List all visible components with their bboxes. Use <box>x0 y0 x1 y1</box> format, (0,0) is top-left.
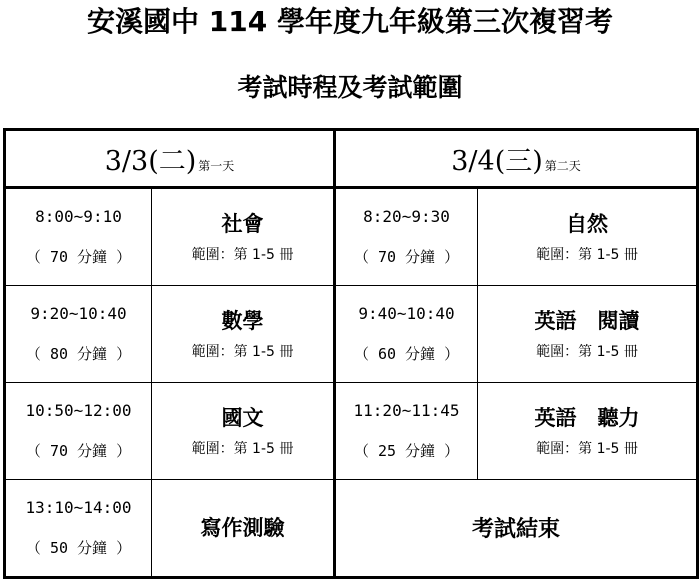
schedule-row <box>5 286 698 383</box>
time-cell <box>5 286 152 383</box>
time-cell <box>335 188 478 286</box>
day2-date: 3/4(三) <box>451 146 543 177</box>
session-time: 13:10~14:00 <box>25 497 132 517</box>
session-duration: （ 25 分鐘 ） <box>353 441 460 460</box>
time-cell <box>5 188 152 286</box>
session-duration: （ 70 分鐘 ） <box>25 248 132 267</box>
time-cell <box>335 382 478 479</box>
session-time: 9:40~10:40 <box>358 304 455 324</box>
day2-header <box>335 130 698 188</box>
day1-label: 第一天 <box>198 159 235 173</box>
session-duration: （ 50 分鐘 ） <box>25 538 132 557</box>
day1-date: 3/3(二) <box>104 146 197 177</box>
subject-cell <box>478 382 698 479</box>
exam-end-cell <box>335 479 698 577</box>
session-scope: 範圍：第 1-5 冊 <box>191 440 294 457</box>
session-subject: 國文 <box>221 404 264 430</box>
subject-cell <box>152 382 335 479</box>
session-duration: （ 60 分鐘 ） <box>353 345 460 364</box>
session-duration: （ 80 分鐘 ） <box>25 345 132 364</box>
day2-label: 第二天 <box>544 159 581 173</box>
session-scope: 範圍：第 1-5 冊 <box>536 344 638 361</box>
subject-cell <box>152 188 335 286</box>
subject-cell <box>152 286 335 383</box>
session-time: 8:00~9:10 <box>35 207 122 227</box>
session-time: 11:20~11:45 <box>353 400 460 420</box>
time-cell <box>5 479 152 577</box>
session-duration: （ 70 分鐘 ） <box>353 248 460 267</box>
session-subject: 英語 閱讀 <box>534 308 640 334</box>
session-subject: 社會 <box>221 211 264 237</box>
session-scope: 範圍：第 1-5 冊 <box>191 247 294 264</box>
time-cell <box>5 382 152 479</box>
day1-header <box>5 130 335 188</box>
session-subject: 英語 聽力 <box>534 404 640 430</box>
time-cell <box>335 286 478 383</box>
session-subject: 自然 <box>566 211 609 237</box>
exam-schedule-table <box>3 128 699 579</box>
schedule-row <box>5 382 698 479</box>
schedule-row <box>5 188 698 286</box>
session-scope: 範圍：第 1-5 冊 <box>536 247 638 264</box>
session-subject: 數學 <box>221 308 264 334</box>
exam-end-label: 考試結束 <box>472 516 561 543</box>
session-time: 8:20~9:30 <box>363 207 450 227</box>
page-title: 安溪國中 114 學年度九年級第三次複習考 <box>87 5 613 38</box>
schedule-header-row <box>5 130 698 188</box>
session-scope: 範圍：第 1-5 冊 <box>536 440 638 457</box>
schedule-row <box>5 479 698 577</box>
subject-cell <box>152 479 335 577</box>
page-subtitle: 考試時程及考試範圍 <box>237 73 463 102</box>
session-time: 10:50~12:00 <box>25 400 132 420</box>
session-time: 9:20~10:40 <box>30 304 127 324</box>
session-scope: 範圍：第 1-5 冊 <box>191 344 294 361</box>
subject-cell <box>478 286 698 383</box>
subject-cell <box>478 188 698 286</box>
session-subject: 寫作測驗 <box>200 514 285 540</box>
session-duration: （ 70 分鐘 ） <box>25 441 132 460</box>
